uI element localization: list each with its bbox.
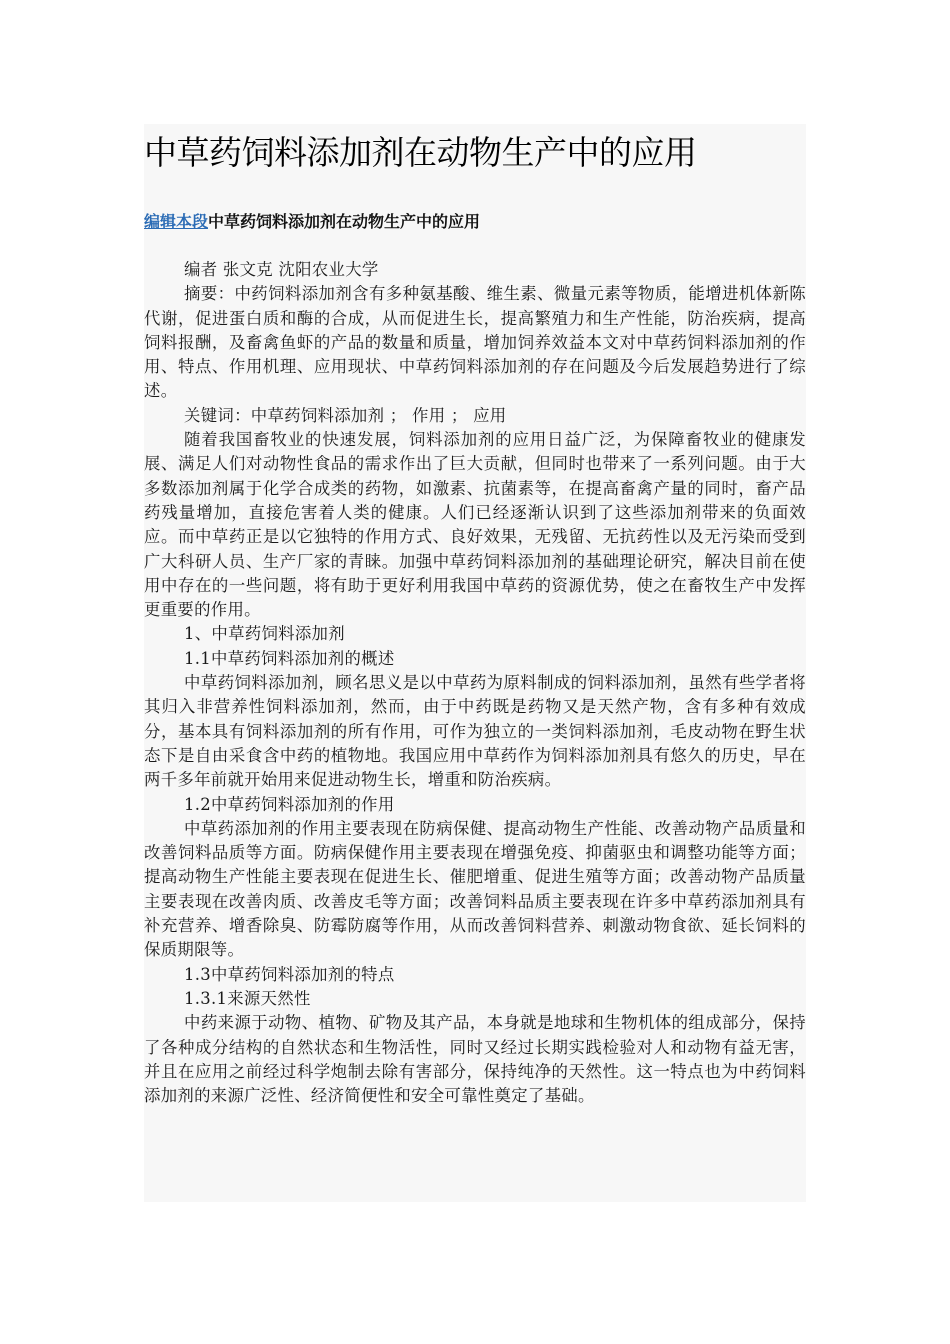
heading-1-3-1: 1.3.1来源天然性 [184,988,311,1008]
section-heading-text: 中草药饲料添加剂在动物生产中的应用 [208,212,481,231]
heading-1-3: 1.3中草药饲料添加剂的特点 [184,964,395,984]
byline: 编者 张文克 沈阳农业大学 [184,260,379,279]
paragraph-1-3-1: 中药来源于动物、植物、矿物及其产品，本身就是地球和生物机体的组成部分，保持了各种成分结构的自然状态和生物活性，同时又经过长期实践检验对人和动物有益无害，并且在应用之前经过科学炮制去除有害部分，保持纯净的天然性。这一特点也为中药饲料添加剂的来源广泛性、经济简便性和安全可靠性奠定了基础。 [144,1013,806,1106]
article-body [144,258,806,1108]
page-title: 中草药饲料添加剂在动物生产中的应用 [144,133,697,172]
article-block [144,124,806,1202]
keywords-line: 关键词：中草药饲料添加剂 ； 作用 ； 应用 [184,405,507,425]
heading-1-1: 1.1中草药饲料添加剂的概述 [184,648,395,668]
abstract-paragraph: 摘要：中药饲料添加剂含有多种氨基酸、维生素、微量元素等物质，能增进机体新陈代谢，促进蛋白质和酶的合成，从而促进生长，提高繁殖力和生产性能，防治疾病，提高饲料报酬，及畜禽鱼虾的产品的数量和质量，增加饲养效益本文对中草药饲料添加剂的作用、特点、作用机理、应用现状、中草药饲料添加剂的存在问题及今后发展趋势进行了综述。 [144,284,806,401]
heading-1: 1、中草药饲料添加剂 [184,624,345,644]
heading-1-2: 1.2中草药饲料添加剂的作用 [184,794,395,814]
intro-paragraph: 随着我国畜牧业的快速发展，饲料添加剂的应用日益广泛，为保障畜牧业的健康发展、满足人们对动物性食品的需求作出了巨大贡献，但同时也带来了一系列问题。由于大多数添加剂属于化学合成类的药物，如激素、抗菌素等，在提高畜禽产量的同时，畜产品药残量增加，直接危害着人类的健康。人们已经逐渐认识到了这些添加剂带来的负面效应。而中草药正是以它独特的作用方式、良好效果，无残留、无抗药性以及无污染而受到广大科研人员、生产厂家的青睐。加强中草药饲料添加剂的基础理论研究，解决目前在使用中存在的一些问题，将有助于更好利用我国中草药的资源优势，使之在畜牧生产中发挥更重要的作用。 [144,430,806,620]
edit-section-link[interactable]: 编辑本段 [144,212,209,231]
paragraph-1-1: 中草药饲料添加剂，顾名思义是以中草药为原料制成的饲料添加剂，虽然有些学者将其归入非营养性饲料添加剂，然而，由于中药既是药物又是天然产物，含有多种有效成分，基本具有饲料添加剂的所有作用，可作为独立的一类饲料添加剂，毛皮动物在野生状态下是自由采食含中药的植物地。我国应用中草药作为饲料添加剂具有悠久的历史，早在两千多年前就开始用来促进动物生长，增重和防治疾病。 [144,673,806,790]
section-heading [144,210,480,234]
paragraph-1-2: 中草药添加剂的作用主要表现在防病保健、提高动物生产性能、改善动物产品质量和改善饲料品质等方面。防病保健作用主要表现在增强免疫、抑菌驱虫和调整功能等方面；提高动物生产性能主要表现在促进生长、催肥增重、促进生殖等方面；改善动物产品质量主要表现在改善肉质、改善皮毛等方面；改善饲料品质主要表现在许多中草药添加剂具有补充营养、增香除臭、防霉防腐等作用，从而改善饲料营养、刺激动物食欲、延长饲料的保质期限等。 [144,818,806,960]
